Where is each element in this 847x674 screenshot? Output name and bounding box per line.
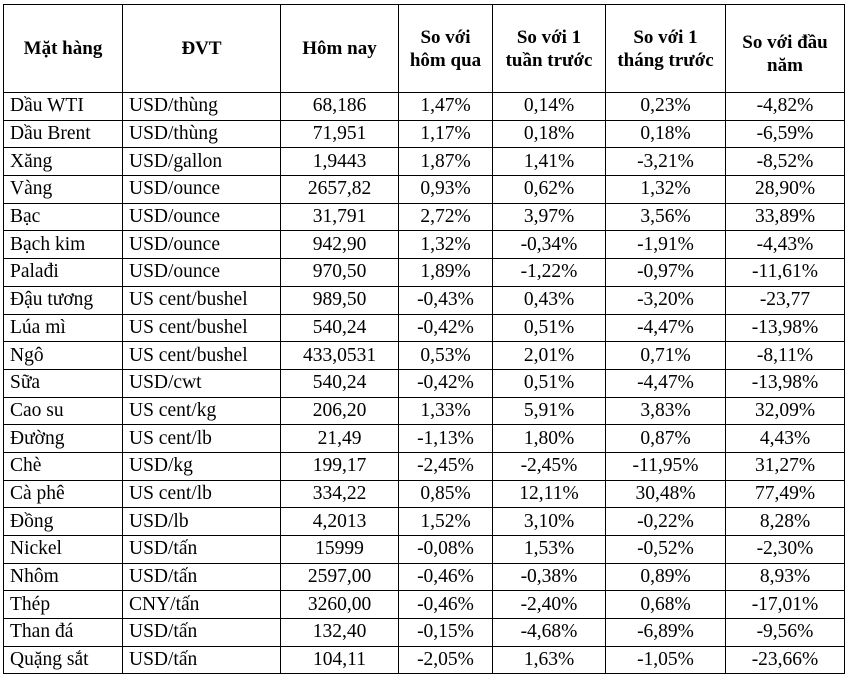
cell-vs-year-start: -13,98% — [726, 369, 845, 397]
cell-today: 21,49 — [281, 425, 399, 453]
cell-today: 68,186 — [281, 93, 399, 121]
cell-vs-last-week: 0,51% — [493, 314, 606, 342]
cell-vs-last-week: 5,91% — [493, 397, 606, 425]
cell-vs-year-start: -23,77 — [726, 286, 845, 314]
table-row — [4, 425, 845, 453]
cell-vs-last-week: 1,53% — [493, 536, 606, 564]
cell-vs-last-month: -4,47% — [606, 314, 726, 342]
cell-vs-year-start: 8,28% — [726, 508, 845, 536]
cell-today: 942,90 — [281, 231, 399, 259]
cell-unit: USD/lb — [123, 508, 281, 536]
cell-vs-year-start: -23,66% — [726, 646, 845, 674]
cell-vs-last-month: 0,68% — [606, 591, 726, 619]
cell-commodity: Cà phê — [4, 480, 123, 508]
cell-vs-year-start: 32,09% — [726, 397, 845, 425]
cell-vs-last-month: 1,32% — [606, 176, 726, 204]
cell-vs-year-start: 4,43% — [726, 425, 845, 453]
table-row — [4, 480, 845, 508]
table-row — [4, 369, 845, 397]
table-row — [4, 314, 845, 342]
table-row — [4, 93, 845, 121]
cell-vs-last-month: -11,95% — [606, 452, 726, 480]
cell-unit: USD/thùng — [123, 120, 281, 148]
cell-vs-year-start: 31,27% — [726, 452, 845, 480]
header-vs-year-start: So với đầu năm — [726, 5, 845, 93]
header-vs-last-month: So với 1 tháng trước — [606, 5, 726, 93]
cell-commodity: Chè — [4, 452, 123, 480]
cell-today: 206,20 — [281, 397, 399, 425]
cell-unit: USD/tấn — [123, 619, 281, 647]
cell-unit: US cent/kg — [123, 397, 281, 425]
cell-vs-yesterday: -0,43% — [399, 286, 493, 314]
cell-vs-yesterday: -0,46% — [399, 591, 493, 619]
header-vs-last-week: So với 1 tuần trước — [493, 5, 606, 93]
cell-vs-year-start: -8,52% — [726, 148, 845, 176]
cell-vs-yesterday: -0,08% — [399, 536, 493, 564]
cell-commodity: Xăng — [4, 148, 123, 176]
cell-vs-last-week: 3,97% — [493, 203, 606, 231]
cell-vs-last-month: 0,71% — [606, 342, 726, 370]
header-commodity: Mặt hàng — [4, 5, 123, 93]
cell-commodity: Đường — [4, 425, 123, 453]
cell-commodity: Nhôm — [4, 563, 123, 591]
table-row — [4, 536, 845, 564]
table-body — [4, 93, 845, 674]
cell-commodity: Thép — [4, 591, 123, 619]
cell-vs-yesterday: 1,89% — [399, 259, 493, 287]
cell-today: 15999 — [281, 536, 399, 564]
cell-unit: USD/kg — [123, 452, 281, 480]
cell-vs-yesterday: -2,45% — [399, 452, 493, 480]
table-row — [4, 231, 845, 259]
cell-vs-last-month: -0,22% — [606, 508, 726, 536]
cell-commodity: Bạch kim — [4, 231, 123, 259]
cell-vs-last-week: -1,22% — [493, 259, 606, 287]
cell-vs-last-week: 0,14% — [493, 93, 606, 121]
cell-unit: US cent/bushel — [123, 342, 281, 370]
cell-vs-year-start: 28,90% — [726, 176, 845, 204]
cell-commodity: Dầu WTI — [4, 93, 123, 121]
cell-vs-last-week: 1,41% — [493, 148, 606, 176]
cell-commodity: Vàng — [4, 176, 123, 204]
cell-vs-yesterday: 0,85% — [399, 480, 493, 508]
header-vs-yesterday: So với hôm qua — [399, 5, 493, 93]
cell-vs-yesterday: 1,47% — [399, 93, 493, 121]
cell-today: 1,9443 — [281, 148, 399, 176]
cell-unit: US cent/lb — [123, 480, 281, 508]
cell-vs-last-month: -1,91% — [606, 231, 726, 259]
cell-today: 31,791 — [281, 203, 399, 231]
cell-vs-last-month: 3,56% — [606, 203, 726, 231]
cell-vs-last-month: 3,83% — [606, 397, 726, 425]
cell-today: 540,24 — [281, 369, 399, 397]
table-row — [4, 508, 845, 536]
cell-unit: US cent/bushel — [123, 286, 281, 314]
cell-today: 2657,82 — [281, 176, 399, 204]
table-row — [4, 397, 845, 425]
cell-vs-yesterday: 1,17% — [399, 120, 493, 148]
cell-commodity: Lúa mì — [4, 314, 123, 342]
cell-unit: USD/cwt — [123, 369, 281, 397]
cell-unit: CNY/tấn — [123, 591, 281, 619]
cell-vs-last-month: -3,20% — [606, 286, 726, 314]
header-row — [4, 5, 845, 93]
header-unit: ĐVT — [123, 5, 281, 93]
cell-vs-year-start: -4,82% — [726, 93, 845, 121]
cell-vs-year-start: -4,43% — [726, 231, 845, 259]
cell-vs-yesterday: 1,87% — [399, 148, 493, 176]
cell-vs-year-start: -13,98% — [726, 314, 845, 342]
cell-vs-last-week: -2,40% — [493, 591, 606, 619]
cell-commodity: Dầu Brent — [4, 120, 123, 148]
cell-unit: USD/ounce — [123, 176, 281, 204]
cell-today: 334,22 — [281, 480, 399, 508]
cell-unit: USD/gallon — [123, 148, 281, 176]
cell-commodity: Nickel — [4, 536, 123, 564]
table-row — [4, 452, 845, 480]
cell-today: 433,0531 — [281, 342, 399, 370]
cell-vs-yesterday: 2,72% — [399, 203, 493, 231]
cell-unit: USD/thùng — [123, 93, 281, 121]
cell-commodity: Quặng sắt — [4, 646, 123, 674]
table-row — [4, 563, 845, 591]
cell-vs-last-month: -6,89% — [606, 619, 726, 647]
cell-vs-last-week: -0,34% — [493, 231, 606, 259]
cell-vs-year-start: 77,49% — [726, 480, 845, 508]
cell-vs-last-month: -3,21% — [606, 148, 726, 176]
cell-today: 199,17 — [281, 452, 399, 480]
cell-vs-last-week: 0,18% — [493, 120, 606, 148]
cell-unit: USD/tấn — [123, 536, 281, 564]
cell-commodity: Palađi — [4, 259, 123, 287]
table-row — [4, 342, 845, 370]
table-row — [4, 646, 845, 674]
cell-vs-last-week: 0,43% — [493, 286, 606, 314]
cell-unit: USD/ounce — [123, 231, 281, 259]
cell-vs-last-week: 12,11% — [493, 480, 606, 508]
table-row — [4, 176, 845, 204]
cell-vs-yesterday: -2,05% — [399, 646, 493, 674]
cell-vs-last-week: 0,51% — [493, 369, 606, 397]
cell-vs-last-month: -4,47% — [606, 369, 726, 397]
cell-vs-last-week: -0,38% — [493, 563, 606, 591]
cell-today: 3260,00 — [281, 591, 399, 619]
cell-vs-year-start: -9,56% — [726, 619, 845, 647]
cell-vs-last-month: -1,05% — [606, 646, 726, 674]
cell-vs-year-start: -6,59% — [726, 120, 845, 148]
cell-vs-last-week: -2,45% — [493, 452, 606, 480]
cell-vs-last-month: -0,97% — [606, 259, 726, 287]
cell-unit: US cent/bushel — [123, 314, 281, 342]
cell-vs-yesterday: -0,42% — [399, 314, 493, 342]
table-row — [4, 591, 845, 619]
cell-unit: USD/ounce — [123, 203, 281, 231]
cell-vs-last-month: -0,52% — [606, 536, 726, 564]
cell-vs-year-start: -11,61% — [726, 259, 845, 287]
cell-today: 989,50 — [281, 286, 399, 314]
cell-vs-yesterday: -0,42% — [399, 369, 493, 397]
cell-vs-last-week: 0,62% — [493, 176, 606, 204]
cell-vs-last-month: 0,89% — [606, 563, 726, 591]
cell-unit: USD/tấn — [123, 646, 281, 674]
cell-vs-last-week: -4,68% — [493, 619, 606, 647]
cell-commodity: Ngô — [4, 342, 123, 370]
table-row — [4, 203, 845, 231]
table-row — [4, 148, 845, 176]
cell-vs-yesterday: 1,33% — [399, 397, 493, 425]
cell-commodity: Bạc — [4, 203, 123, 231]
cell-commodity: Đậu tương — [4, 286, 123, 314]
cell-unit: US cent/lb — [123, 425, 281, 453]
cell-commodity: Sữa — [4, 369, 123, 397]
table-row — [4, 286, 845, 314]
table-row — [4, 120, 845, 148]
cell-today: 4,2013 — [281, 508, 399, 536]
cell-today: 540,24 — [281, 314, 399, 342]
cell-commodity: Cao su — [4, 397, 123, 425]
cell-vs-year-start: 33,89% — [726, 203, 845, 231]
cell-today: 132,40 — [281, 619, 399, 647]
cell-vs-last-week: 1,80% — [493, 425, 606, 453]
cell-vs-last-month: 0,87% — [606, 425, 726, 453]
cell-vs-last-month: 30,48% — [606, 480, 726, 508]
cell-vs-year-start: -8,11% — [726, 342, 845, 370]
commodity-price-table — [3, 4, 845, 674]
table-row — [4, 259, 845, 287]
cell-today: 71,951 — [281, 120, 399, 148]
cell-vs-year-start: 8,93% — [726, 563, 845, 591]
cell-commodity: Than đá — [4, 619, 123, 647]
cell-commodity: Đồng — [4, 508, 123, 536]
cell-vs-yesterday: -0,46% — [399, 563, 493, 591]
header-today: Hôm nay — [281, 5, 399, 93]
cell-vs-yesterday: 1,52% — [399, 508, 493, 536]
cell-today: 104,11 — [281, 646, 399, 674]
cell-vs-year-start: -2,30% — [726, 536, 845, 564]
table-row — [4, 619, 845, 647]
cell-vs-yesterday: 0,93% — [399, 176, 493, 204]
cell-vs-last-month: 0,23% — [606, 93, 726, 121]
cell-today: 970,50 — [281, 259, 399, 287]
cell-vs-last-week: 3,10% — [493, 508, 606, 536]
cell-unit: USD/tấn — [123, 563, 281, 591]
cell-vs-last-week: 1,63% — [493, 646, 606, 674]
cell-vs-yesterday: 1,32% — [399, 231, 493, 259]
cell-vs-last-month: 0,18% — [606, 120, 726, 148]
cell-vs-yesterday: 0,53% — [399, 342, 493, 370]
cell-vs-year-start: -17,01% — [726, 591, 845, 619]
cell-today: 2597,00 — [281, 563, 399, 591]
cell-vs-yesterday: -0,15% — [399, 619, 493, 647]
cell-unit: USD/ounce — [123, 259, 281, 287]
cell-vs-last-week: 2,01% — [493, 342, 606, 370]
cell-vs-yesterday: -1,13% — [399, 425, 493, 453]
